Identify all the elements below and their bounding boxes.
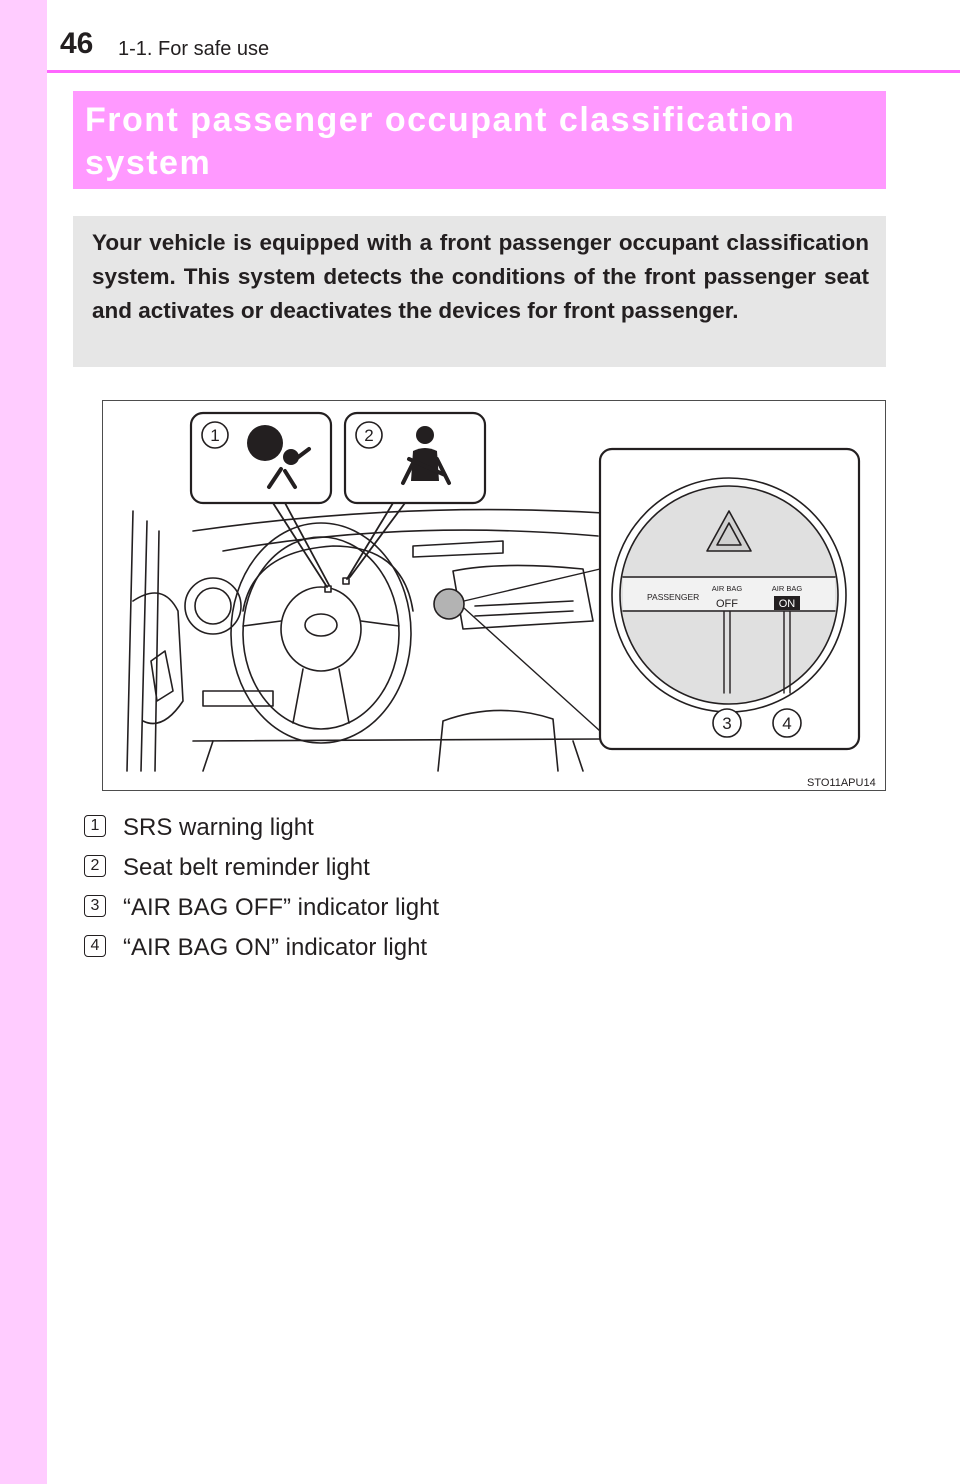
- panel-passenger-label: PASSENGER: [647, 592, 700, 602]
- callout-3-label: 3: [722, 714, 732, 733]
- center-vent-outline: [413, 541, 503, 557]
- legend-text-2: Seat belt reminder light: [123, 854, 370, 881]
- seatbelt-icon-head: [416, 426, 434, 444]
- section-title: Front passenger occupant classification system: [85, 101, 796, 182]
- steering-wheel-rim: [231, 523, 411, 743]
- figure-code: STO11APU14: [807, 777, 876, 789]
- panel-airbag-off-bottom: OFF: [716, 598, 738, 610]
- legend-number-4: 4: [84, 935, 106, 957]
- floor-edges: [203, 741, 583, 771]
- steering-logo: [305, 614, 337, 636]
- dashboard-top-outline: [193, 510, 603, 541]
- legend-number-2: 2: [84, 855, 106, 877]
- cluster-hood: [243, 546, 413, 611]
- intro-box: [73, 216, 886, 367]
- callout-1-label: 1: [210, 426, 220, 445]
- legend-number-3: 3: [84, 895, 106, 917]
- panel-airbag-on-bottom: ON: [778, 598, 796, 610]
- left-vent-inner: [195, 588, 231, 624]
- floor-line: [193, 739, 603, 741]
- left-vent: [185, 578, 241, 634]
- side-strip: [0, 0, 47, 1484]
- callout-2-label: 2: [364, 426, 374, 445]
- legend-number-1: 1: [84, 815, 106, 837]
- steering-hub: [281, 587, 361, 671]
- legend-text-4: “AIR BAG ON” indicator light: [123, 934, 428, 961]
- glove-box-outline: [438, 710, 558, 771]
- panel-airbag-on-top: AIR BAG: [771, 584, 803, 593]
- srs-callout-pointer: [273, 503, 329, 587]
- door-handle-outline: [151, 651, 173, 701]
- section-label: 1-1. For safe use: [118, 38, 270, 60]
- center-panel-lines: [475, 601, 573, 616]
- lower-switch-outline: [203, 691, 273, 706]
- legend-text-1: SRS warning light: [123, 814, 314, 841]
- header-rule: [47, 70, 960, 73]
- legend-text-3: “AIR BAG OFF” indicator light: [123, 894, 440, 921]
- section-title-box: [73, 91, 886, 189]
- panel-airbag-off-top: AIR BAG: [711, 584, 743, 593]
- page-number: 46: [60, 27, 94, 60]
- panel-zoom-lines: [464, 569, 600, 731]
- srs-icon-head: [247, 425, 283, 461]
- passenger-airbag-panel-location: [434, 589, 464, 619]
- dashboard-illustration: [103, 401, 886, 791]
- intro-text: Your vehicle is equipped with a front passenger occupant classification system. This system detects the conditions of the front passenger seat and activates or deactivates the devices for front passenger.: [92, 230, 869, 323]
- steering-wheel-inner-rim: [243, 537, 399, 729]
- dashboard-figure: [102, 400, 886, 791]
- door-pillar-lines: [127, 511, 159, 771]
- callout-4-label: 4: [782, 714, 792, 733]
- dashboard-ridge: [223, 530, 598, 551]
